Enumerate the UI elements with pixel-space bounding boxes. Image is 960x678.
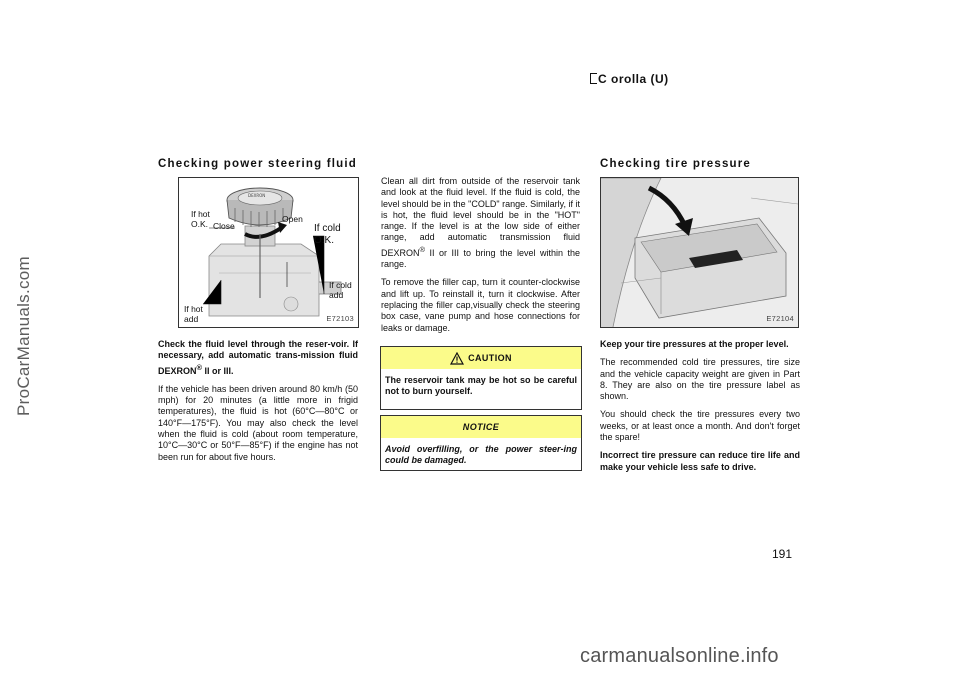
- label-close: Close: [213, 221, 235, 231]
- running-header: [590, 72, 669, 86]
- header-title: C orolla (U): [598, 72, 669, 86]
- figure-tire-pressure-label: [600, 177, 799, 328]
- paragraph-keep-pressure: Keep your tire pressures at the proper level.: [600, 339, 789, 349]
- label-if-hot-add: If hot add: [184, 304, 203, 324]
- side-watermark: ProCarManuals.com: [14, 255, 33, 417]
- paragraph-filler-cap: To remove the filler cap, turn it counter-clockwise and lift up. To reinstall it, turn it clockwise. After replacing the filler cap,visually check the steering box case, vane pump and hose connections for leaks or damage.: [381, 277, 580, 333]
- svg-text:DEXRON: DEXRON: [248, 193, 266, 198]
- paragraph-incorrect-pressure: Incorrect tire pressure can reduce tire life and make your vehicle less safe to drive.: [600, 450, 800, 472]
- paragraph-check-every: You should check the tire pressures every two weeks, or at least once a month. And don't forget the spare!: [600, 409, 800, 443]
- label-if-cold-ok: If cold O.K.: [314, 223, 341, 246]
- notice-text: Avoid overfilling, or the power steer-ing could be damaged.: [385, 444, 577, 466]
- registered-mark: ®: [419, 244, 426, 254]
- caution-label: CAUTION: [468, 353, 512, 363]
- paragraph-hot-cold: If the vehicle has been driven around 80 km/h (50 mph) for 20 minutes (a little more in frigid temperatures), the fluid is hot (60°C—80°C or 140°F—175°F). You may also check the level when the fluid is cold (about room temperature, 10°C—30°C or 50°F—85°F) if the engine has not been run for about five hours.: [158, 383, 358, 462]
- label-if-hot-ok: If hot O.K.: [191, 209, 210, 229]
- text-clean-dirt: Clean all dirt from outside of the reservoir tank and look at the fluid level. If the fluid is cold, the level should be in the "COLD" range. Similarly, if it is hot, the fluid level should be in the "HOT" range. If the level is at the low side of either range, add automatic transmission fluid DEXRON: [381, 176, 580, 258]
- text-check-fluid: Check the fluid level through the reser-voir. If necessary, add automatic trans-mission fluid DEXRON: [158, 339, 358, 376]
- caution-text: The reservoir tank may be hot so be careful not to burn yourself.: [385, 375, 577, 397]
- page-number: 191: [772, 547, 793, 561]
- caution-box: [380, 346, 582, 410]
- right-column-text: [600, 339, 800, 480]
- figure-power-steering-reservoir: [178, 177, 359, 328]
- paragraph-clean-dirt: [381, 176, 580, 270]
- paragraph-recommended: The recommended cold tire pressures, tire size and the vehicle capacity weight are given in Part 8. They are also on the tire pressure label as shown.: [600, 357, 800, 402]
- figure-code: E72103: [326, 314, 354, 323]
- notice-box: [380, 415, 582, 471]
- text-dexron-grade: II or III.: [202, 365, 234, 376]
- caution-header: [381, 347, 581, 369]
- middle-column-text: [381, 176, 580, 341]
- figure-code: E72104: [766, 314, 794, 323]
- warning-triangle-icon: [450, 352, 464, 365]
- label-open: Open: [282, 214, 303, 224]
- notice-header: [381, 416, 581, 438]
- footer-watermark: carmanualsonline.info: [580, 645, 779, 667]
- label-if-cold-add: If cold add: [329, 280, 352, 300]
- text-bring-level: II or III to bring the level within the range.: [381, 247, 580, 270]
- section-title-power-steering: Checking power steering fluid: [158, 158, 358, 170]
- registered-mark: ®: [196, 362, 203, 372]
- left-column-text: [158, 339, 358, 470]
- glovebox-illustration: [601, 178, 798, 327]
- notice-label: NOTICE: [462, 422, 500, 432]
- header-tab-mark: [590, 73, 597, 84]
- section-title-tire-pressure: Checking tire pressure: [600, 158, 752, 170]
- paragraph-check-fluid: [158, 339, 358, 377]
